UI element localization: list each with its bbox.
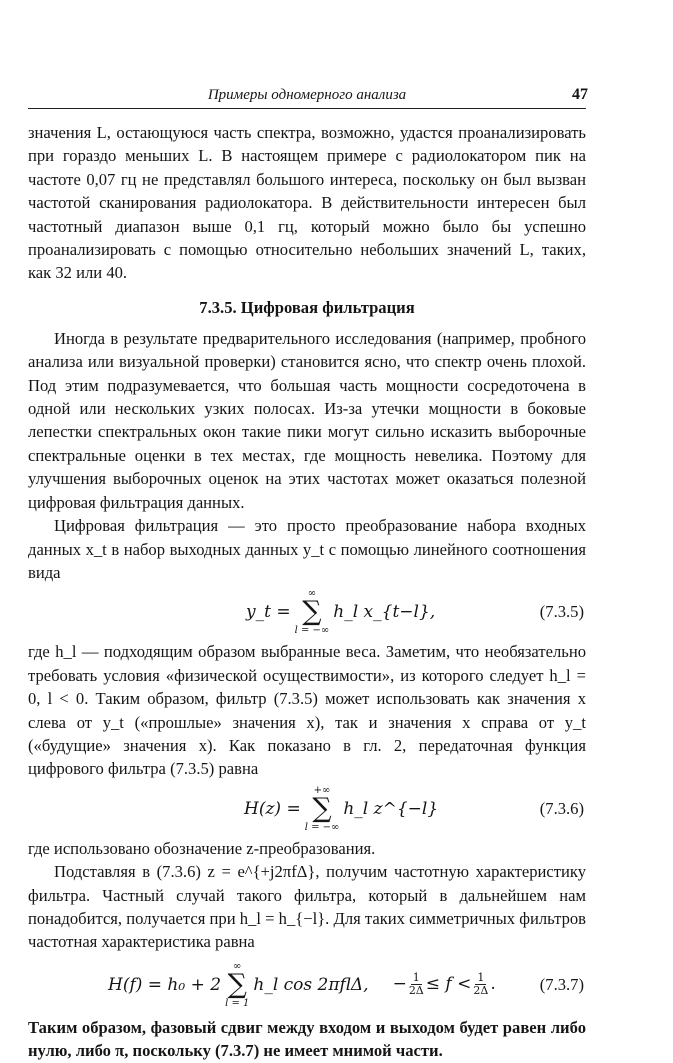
equation-7-3-7: [28, 954, 586, 1016]
page-header: [28, 86, 586, 109]
eq1-lhs: y_t =: [246, 602, 291, 623]
sigma-symbol: ∑: [312, 792, 332, 824]
eq3-number: (7.3.7): [539, 974, 584, 994]
eq1-number: (7.3.5): [539, 602, 584, 622]
paragraph-weights: где h_l — подходящим образом выбранные веса. Заметим, что необязательно требовать условия «физической осуществимости», из которого следует h_l = 0, l < 0. Таким образом, фильтр (7.3.5) может использовать как значения x слева от y_t («прошлые» значения x), так и значения x справа от y_t («будущие» значения x). Как показано в гл. 2, передаточная функция цифрового фильтра (7.3.5) равна: [28, 642, 586, 779]
paragraph-z-transform: где использовано обозначение z-преобразования.: [28, 838, 376, 858]
sigma-symbol: ∑: [227, 968, 247, 1000]
paragraph-phase-shift: Таким образом, фазовый сдвиг между входом и выходом будет равен либо нулю, либо π, поскольку (7.3.7) не имеет мнимой части.: [28, 1017, 586, 1061]
eq1-sum-top: ∞: [307, 588, 317, 600]
p1-text: значения L, остающуюся часть спектра, возможно, удастся проанализировать при гораздо меньших L. В настоящем примере с радиолокатором пик на частоте 0,07 гц не представлял большого интереса, поскольку он был вызван частотой сканирования радиолокатора. В действительности интересен был частотный диапазон выше 0,1 гц, который можно было бы успешно проанализировать с помощью относительно небольших значений L, таких, как 32 или 40.: [28, 123, 586, 283]
eq1-term: h_l x_{t−l},: [333, 602, 436, 623]
eq2-sum-top: +∞: [313, 784, 331, 796]
eq1-sum-bottom: l = −∞: [294, 625, 330, 637]
body-text: [28, 121, 586, 1063]
eq3-sum: [225, 961, 249, 1009]
eq3-range: − $\frac{1}{2\Delta}$ ≤ f < $\frac{1}{2\Delta}$ .: [392, 971, 496, 998]
paragraph-substitution: Подставляя в (7.3.6) z = e^{+j2πfΔ}, получим частотную характеристику фильтра. Частный случай такого фильтра, который в дальнейшем нам понадобится, получается при h_l = h_{−l}. Для таких симметричных фильтров частотная характеристика равна: [28, 862, 586, 952]
eq3-frac-left: $\frac{1}{2\Delta}$: [408, 971, 424, 998]
paragraph-intro: Иногда в результате предварительного исследования (например, пробного анализа или визуальной проверки) становится ясно, что спектр очень плохой. Под этим подразумевается, что большая часть мощности сосредоточена в одной или нескольких узких полосах. Из-за утечки мощности в боковые лепестки спектральных окон такие пики могут сильно исказить выборочные спектральные оценки в тех местах, где мощность невелика. Поэтому для улучшения выборочных оценок на этих частотах может оказаться полезной цифровая фильтрация данных.: [28, 328, 586, 512]
eq3-sum-top: ∞: [233, 960, 242, 972]
paragraph-definition: Цифровая фильтрация — это просто преобразование набора входных данных x_t в набор выходных данных y_t с помощью линейного соотношения вида: [28, 516, 586, 582]
eq3-lhs: H(f) = h₀ + 2: [108, 974, 222, 995]
running-title: Примеры одномерного анализа: [207, 87, 407, 103]
eq3-sum-bottom: l = 1: [225, 997, 250, 1009]
eq2-number: (7.3.6): [539, 798, 584, 818]
paragraph-continuation: [28, 121, 586, 285]
eq3-term: h_l cos 2πflΔ,: [253, 974, 369, 995]
section-heading: 7.3.5. Цифровая фильтрация: [199, 297, 415, 317]
equation-7-3-6: [28, 781, 586, 837]
sigma-symbol: ∑: [302, 596, 322, 628]
page-number: 47: [572, 86, 588, 103]
eq2-sum-bottom: l = −∞: [304, 821, 340, 833]
eq1-sum: [295, 588, 330, 636]
eq2-term: h_l z^{−l}: [343, 798, 439, 819]
eq2-sum: [305, 785, 340, 833]
eq2-lhs: H(z) =: [244, 798, 301, 819]
equation-7-3-5: [28, 584, 586, 640]
eq3-frac-right: $\frac{1}{2\Delta}$: [473, 971, 489, 998]
